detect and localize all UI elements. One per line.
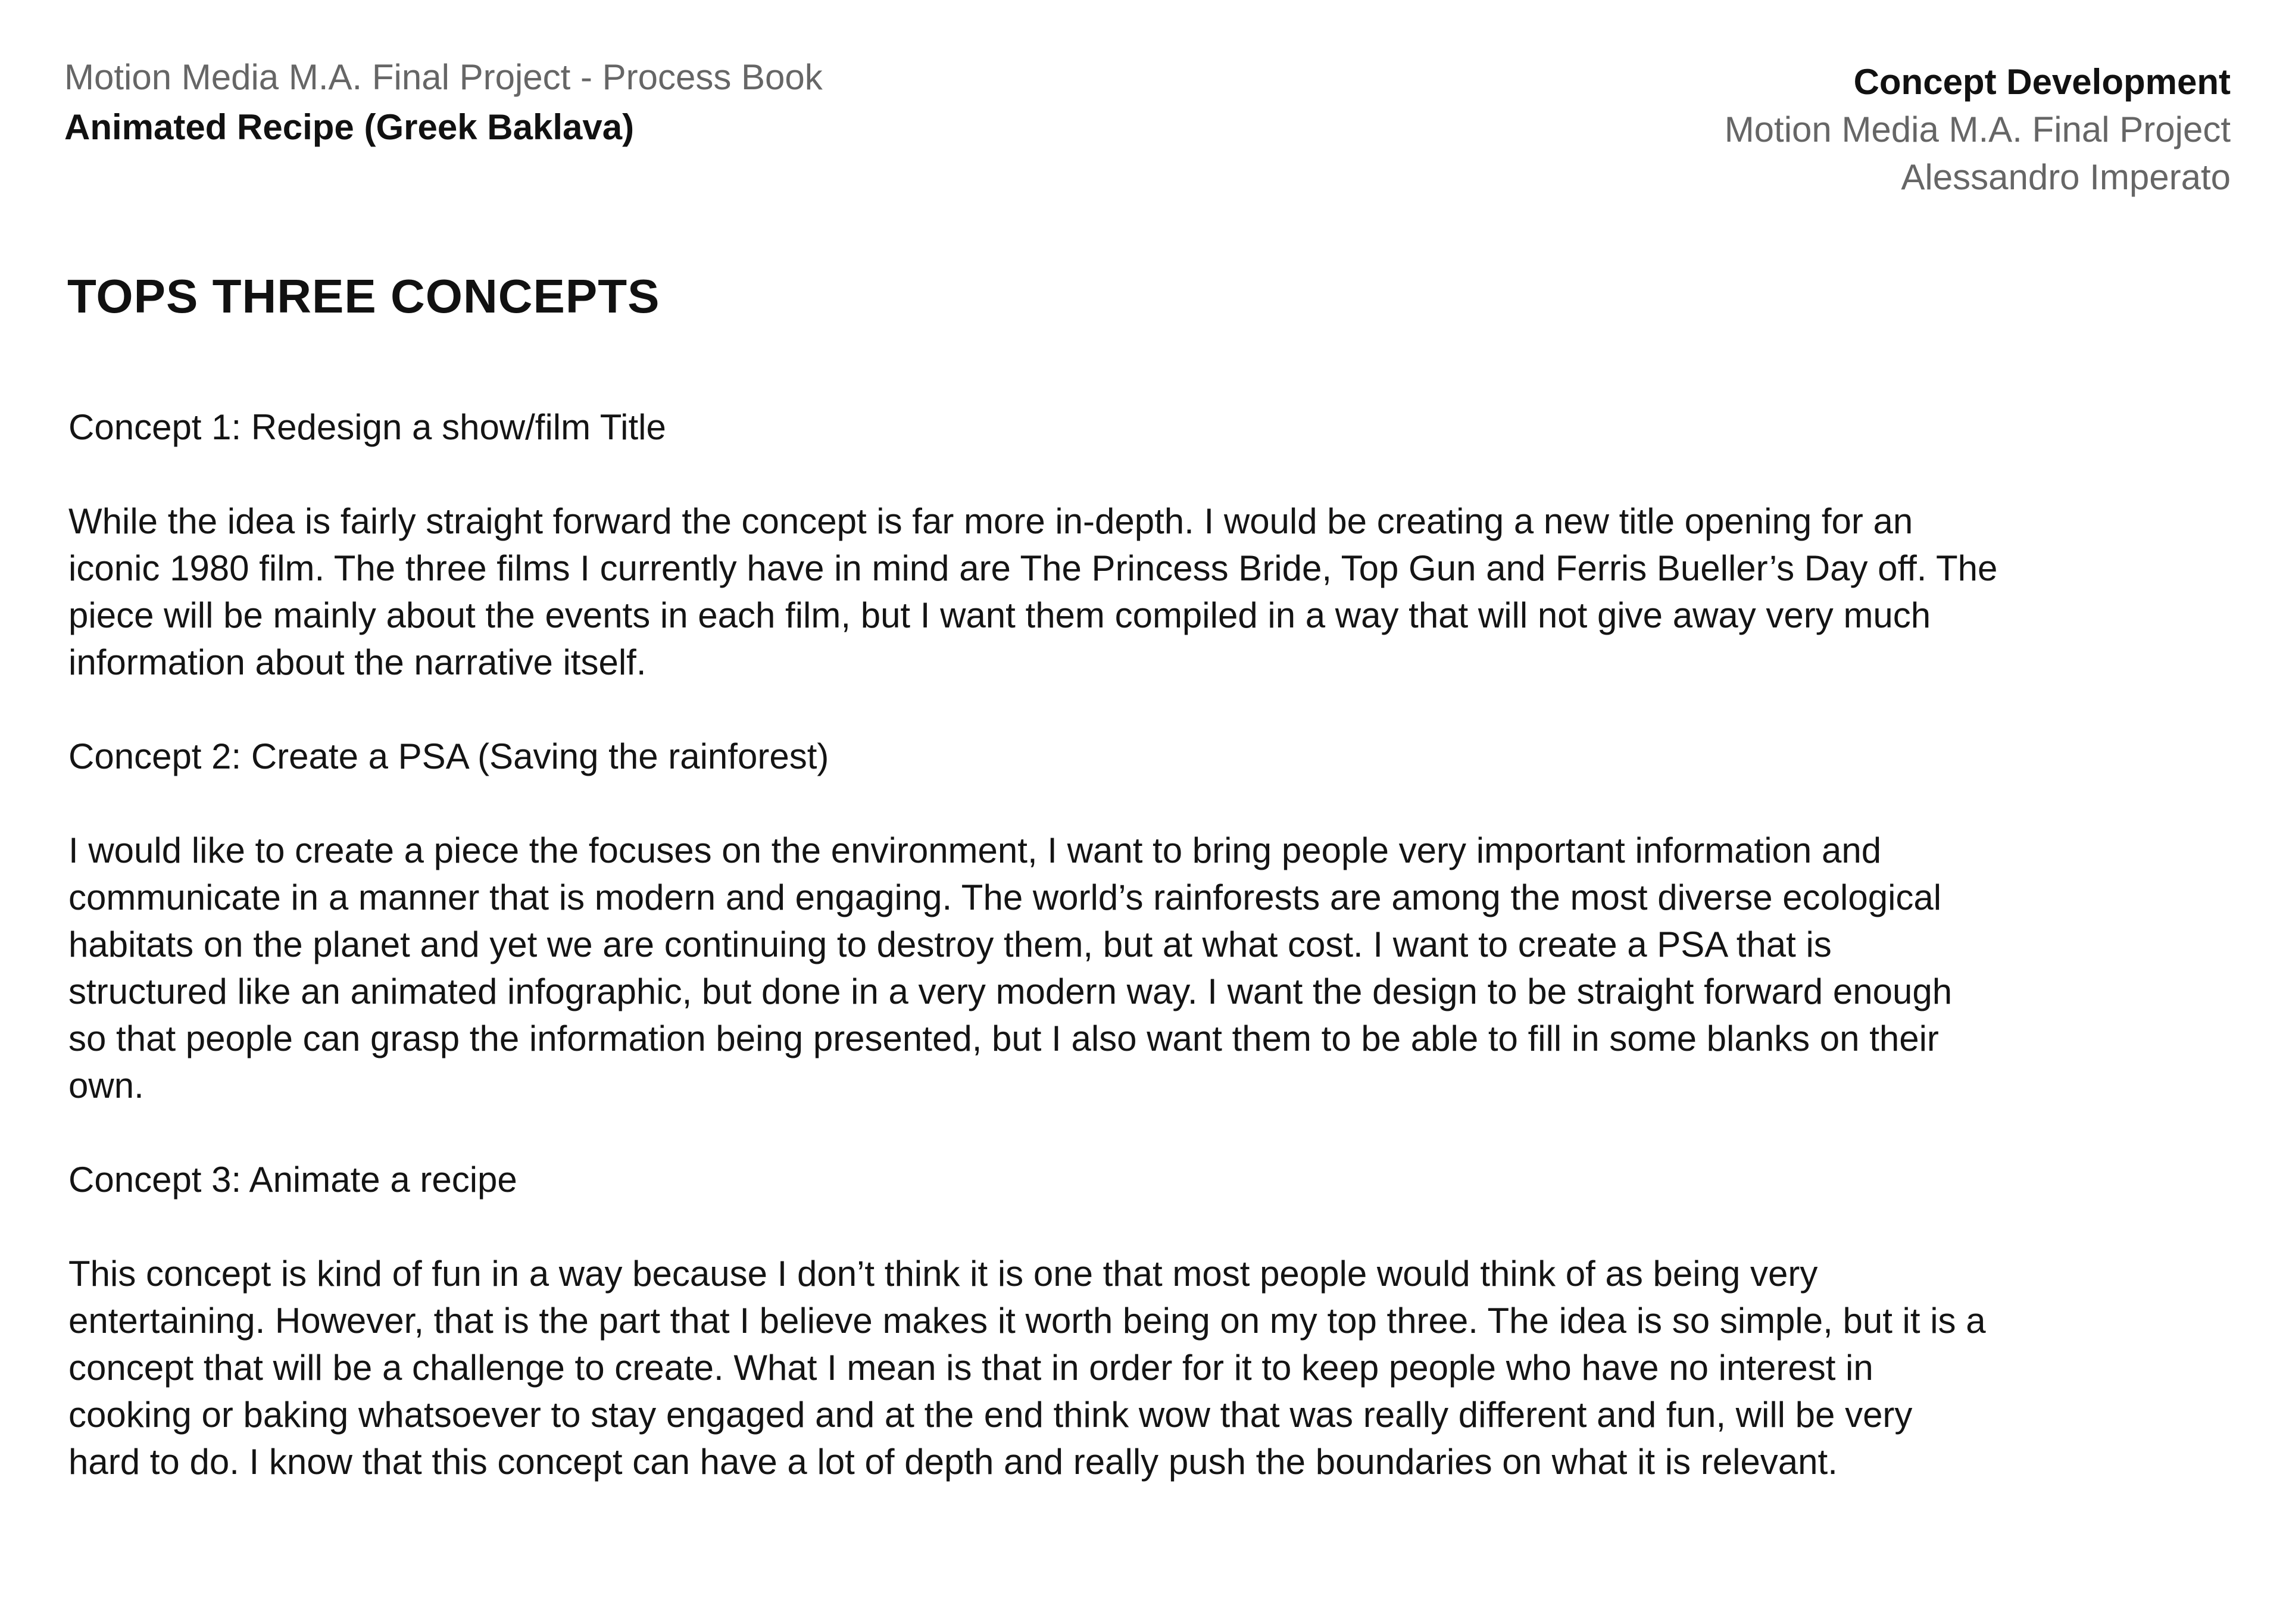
- concept-2-title: Concept 2: Create a PSA (Saving the rainforest): [68, 736, 829, 776]
- concept-3-title: Concept 3: Animate a recipe: [68, 1160, 517, 1200]
- concept-2-line: I would like to create a piece the focuses on the environment, I want to bring people very important information and: [68, 830, 1882, 870]
- header-left: [64, 52, 823, 152]
- section-title: Concept Development: [1853, 62, 2231, 102]
- header-right: [1725, 58, 2231, 201]
- concept-1-body: [68, 498, 2235, 686]
- project-name: Motion Media M.A. Final Project: [1724, 110, 2231, 149]
- concept-1-line: iconic 1980 film. The three films I currently have in mind are The Princess Bride, Top Gun and Ferris Bueller’s Day off. The: [68, 548, 1998, 588]
- concept-1-line: piece will be mainly about the events in each film, but I want them compiled in a way that will not give away very much: [68, 595, 1931, 635]
- concept-2-line: habitats on the planet and yet we are continuing to destroy them, but at what cost. I want to create a PSA that is: [68, 925, 1832, 964]
- concept-1-title: Concept 1: Redesign a show/film Title: [68, 407, 666, 447]
- concept-3-line: cooking or baking whatsoever to stay engaged and at the end think wow that was really different and fun, will be very: [68, 1395, 1913, 1435]
- concept-1-line: information about the narrative itself.: [68, 642, 647, 682]
- author-name: Alessandro Imperato: [1901, 157, 2231, 197]
- concept-3-line: concept that will be a challenge to create. What I mean is that in order for it to keep people who have no interest in: [68, 1348, 1873, 1388]
- concept-1-line: While the idea is fairly straight forward the concept is far more in-depth. I would be creating a new title opening for an: [68, 501, 1913, 541]
- concept-3-body: [68, 1250, 2235, 1485]
- concepts-content: [68, 404, 2235, 1532]
- concept-3-line: This concept is kind of fun in a way because I don’t think it is one that most people would think of as being very: [68, 1254, 1818, 1294]
- concept-2-line: own.: [68, 1066, 144, 1105]
- concept-3-line: hard to do. I know that this concept can have a lot of depth and really push the boundaries on what it is relevant.: [68, 1442, 1838, 1482]
- concept-2-body: [68, 827, 2235, 1109]
- project-title: Motion Media M.A. Final Project - Process Book: [64, 57, 823, 97]
- page-heading: TOPS THREE CONCEPTS: [67, 270, 660, 323]
- project-subtitle: Animated Recipe (Greek Baklava): [64, 107, 635, 147]
- concept-2-line: so that people can grasp the information being presented, but I also want them to be able to fill in some blanks on their: [68, 1019, 1939, 1058]
- concept-2-line: structured like an animated infographic, but done in a very modern way. I want the design to be straight forward enough: [68, 972, 1953, 1011]
- concept-3-line: entertaining. However, that is the part that I believe makes it worth being on my top three. The idea is so simple, but it is a: [68, 1301, 1986, 1341]
- concept-2-line: communicate in a manner that is modern and engaging. The world’s rainforests are among the most diverse ecological: [68, 877, 1942, 917]
